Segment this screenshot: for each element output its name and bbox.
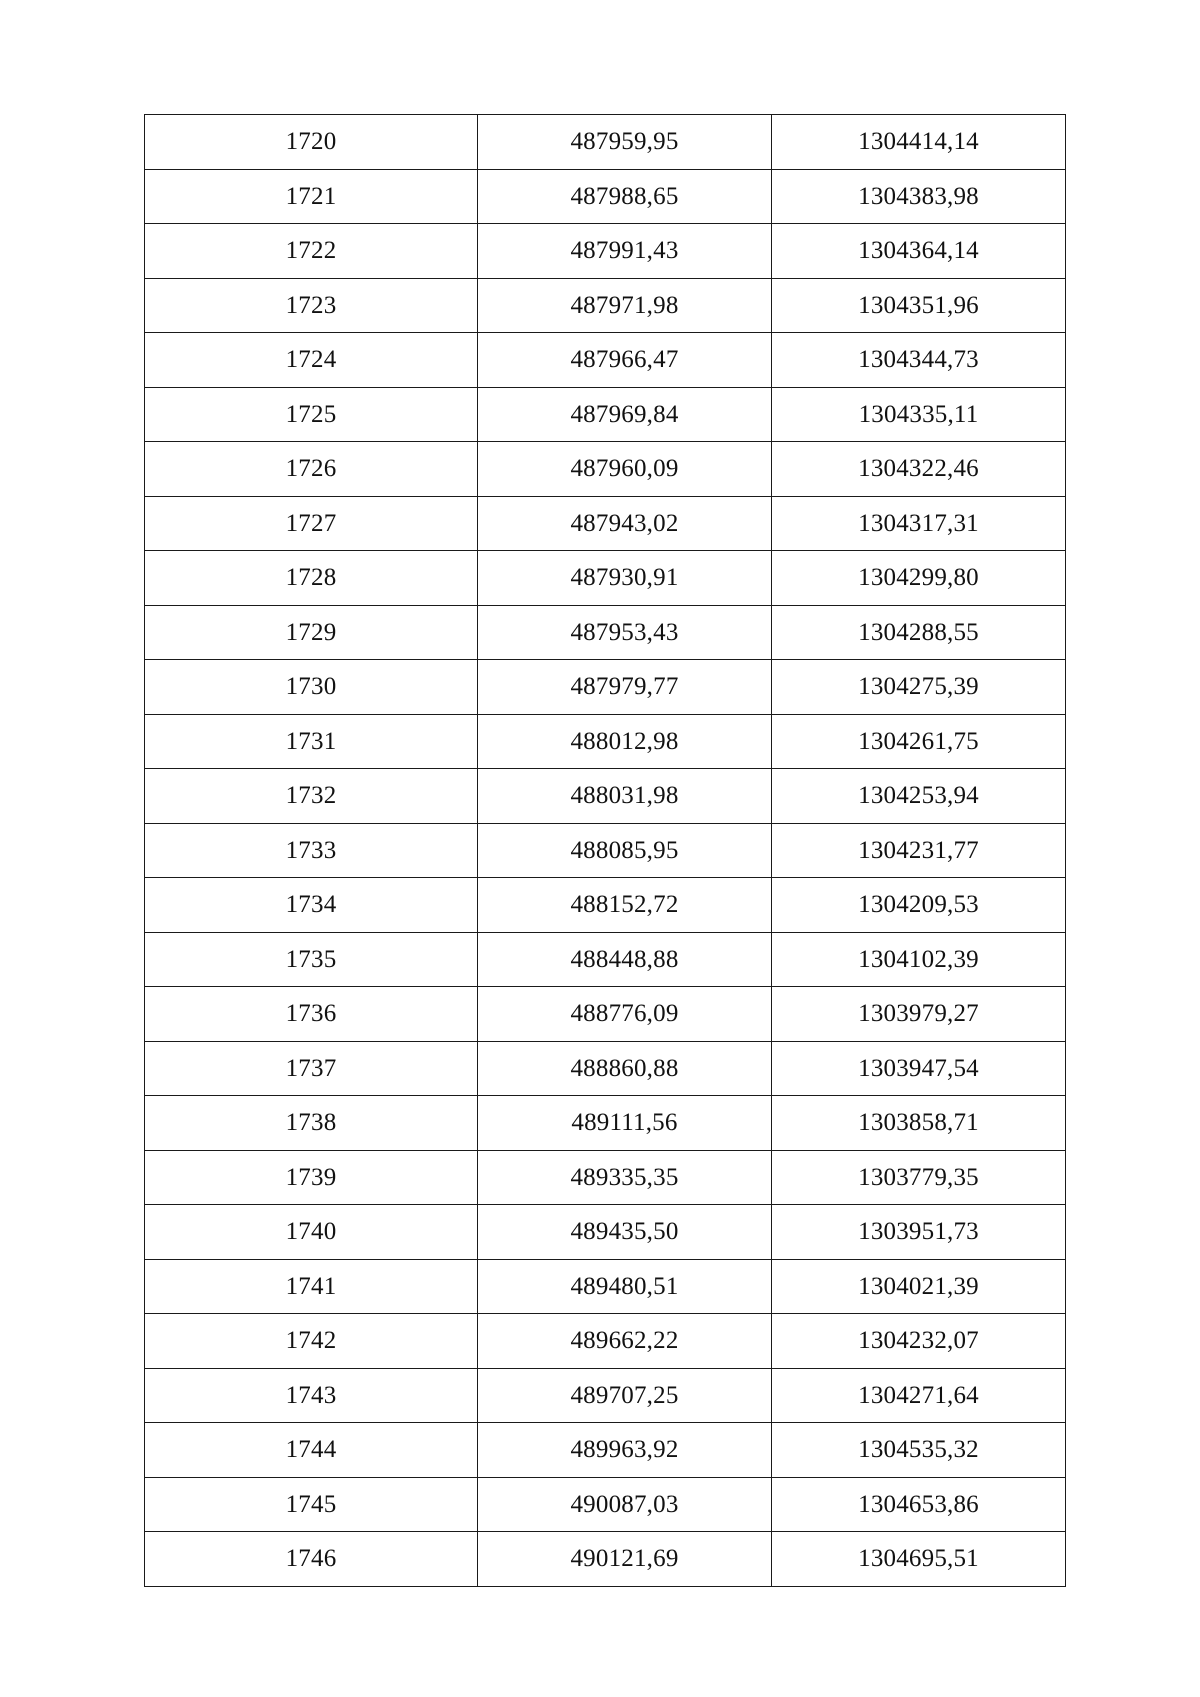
y-coordinate-cell: 1303858,71 [772,1096,1066,1151]
x-coordinate-cell: 487943,02 [478,496,772,551]
table-row [145,932,1066,987]
point-number-cell: 1727 [145,496,478,551]
table-row [145,278,1066,333]
x-coordinate-cell: 488152,72 [478,878,772,933]
y-coordinate-cell: 1304102,39 [772,932,1066,987]
table-row [145,169,1066,224]
y-coordinate-cell: 1304253,94 [772,769,1066,824]
table-row [145,551,1066,606]
x-coordinate-cell: 487979,77 [478,660,772,715]
table-row [145,823,1066,878]
table-row [145,224,1066,279]
x-coordinate-cell: 488012,98 [478,714,772,769]
table-row [145,1314,1066,1369]
table-row [145,1041,1066,1096]
table-row [145,1368,1066,1423]
table-row [145,1150,1066,1205]
point-number-cell: 1732 [145,769,478,824]
y-coordinate-cell: 1304299,80 [772,551,1066,606]
x-coordinate-cell: 487930,91 [478,551,772,606]
point-number-cell: 1729 [145,605,478,660]
y-coordinate-cell: 1304231,77 [772,823,1066,878]
x-coordinate-cell: 489963,92 [478,1423,772,1478]
table-row [145,1532,1066,1587]
x-coordinate-cell: 488448,88 [478,932,772,987]
table-row [145,769,1066,824]
point-number-cell: 1746 [145,1532,478,1587]
point-number-cell: 1736 [145,987,478,1042]
y-coordinate-cell: 1304364,14 [772,224,1066,279]
x-coordinate-cell: 489435,50 [478,1205,772,1260]
point-number-cell: 1740 [145,1205,478,1260]
table-row [145,714,1066,769]
table-row [145,1205,1066,1260]
point-number-cell: 1720 [145,115,478,170]
y-coordinate-cell: 1304317,31 [772,496,1066,551]
point-number-cell: 1734 [145,878,478,933]
point-number-cell: 1735 [145,932,478,987]
table-row [145,878,1066,933]
x-coordinate-cell: 487966,47 [478,333,772,388]
point-number-cell: 1745 [145,1477,478,1532]
coordinates-table-body [145,115,1066,1587]
x-coordinate-cell: 488085,95 [478,823,772,878]
x-coordinate-cell: 489335,35 [478,1150,772,1205]
point-number-cell: 1738 [145,1096,478,1151]
point-number-cell: 1739 [145,1150,478,1205]
table-row [145,442,1066,497]
point-number-cell: 1742 [145,1314,478,1369]
point-number-cell: 1725 [145,387,478,442]
table-row [145,987,1066,1042]
table-row [145,1259,1066,1314]
y-coordinate-cell: 1304021,39 [772,1259,1066,1314]
coordinates-table [144,114,1066,1587]
x-coordinate-cell: 487969,84 [478,387,772,442]
x-coordinate-cell: 487953,43 [478,605,772,660]
table-row [145,660,1066,715]
point-number-cell: 1728 [145,551,478,606]
x-coordinate-cell: 488776,09 [478,987,772,1042]
x-coordinate-cell: 489480,51 [478,1259,772,1314]
point-number-cell: 1741 [145,1259,478,1314]
y-coordinate-cell: 1303779,35 [772,1150,1066,1205]
x-coordinate-cell: 487959,95 [478,115,772,170]
y-coordinate-cell: 1304695,51 [772,1532,1066,1587]
x-coordinate-cell: 490087,03 [478,1477,772,1532]
y-coordinate-cell: 1304351,96 [772,278,1066,333]
point-number-cell: 1721 [145,169,478,224]
x-coordinate-cell: 489662,22 [478,1314,772,1369]
table-row [145,387,1066,442]
x-coordinate-cell: 487971,98 [478,278,772,333]
y-coordinate-cell: 1304261,75 [772,714,1066,769]
point-number-cell: 1743 [145,1368,478,1423]
point-number-cell: 1723 [145,278,478,333]
table-row [145,1096,1066,1151]
point-number-cell: 1730 [145,660,478,715]
table-row [145,1477,1066,1532]
x-coordinate-cell: 487960,09 [478,442,772,497]
point-number-cell: 1733 [145,823,478,878]
table-row [145,496,1066,551]
y-coordinate-cell: 1303979,27 [772,987,1066,1042]
y-coordinate-cell: 1304535,32 [772,1423,1066,1478]
y-coordinate-cell: 1304232,07 [772,1314,1066,1369]
point-number-cell: 1722 [145,224,478,279]
y-coordinate-cell: 1304275,39 [772,660,1066,715]
y-coordinate-cell: 1304414,14 [772,115,1066,170]
table-row [145,1423,1066,1478]
table-row [145,605,1066,660]
y-coordinate-cell: 1304288,55 [772,605,1066,660]
x-coordinate-cell: 488860,88 [478,1041,772,1096]
table-row [145,115,1066,170]
x-coordinate-cell: 488031,98 [478,769,772,824]
y-coordinate-cell: 1304322,46 [772,442,1066,497]
y-coordinate-cell: 1304383,98 [772,169,1066,224]
table-row [145,333,1066,388]
point-number-cell: 1737 [145,1041,478,1096]
x-coordinate-cell: 490121,69 [478,1532,772,1587]
x-coordinate-cell: 489707,25 [478,1368,772,1423]
x-coordinate-cell: 487988,65 [478,169,772,224]
point-number-cell: 1724 [145,333,478,388]
y-coordinate-cell: 1304209,53 [772,878,1066,933]
y-coordinate-cell: 1303947,54 [772,1041,1066,1096]
y-coordinate-cell: 1303951,73 [772,1205,1066,1260]
y-coordinate-cell: 1304271,64 [772,1368,1066,1423]
point-number-cell: 1726 [145,442,478,497]
y-coordinate-cell: 1304335,11 [772,387,1066,442]
point-number-cell: 1744 [145,1423,478,1478]
y-coordinate-cell: 1304653,86 [772,1477,1066,1532]
point-number-cell: 1731 [145,714,478,769]
x-coordinate-cell: 487991,43 [478,224,772,279]
x-coordinate-cell: 489111,56 [478,1096,772,1151]
y-coordinate-cell: 1304344,73 [772,333,1066,388]
